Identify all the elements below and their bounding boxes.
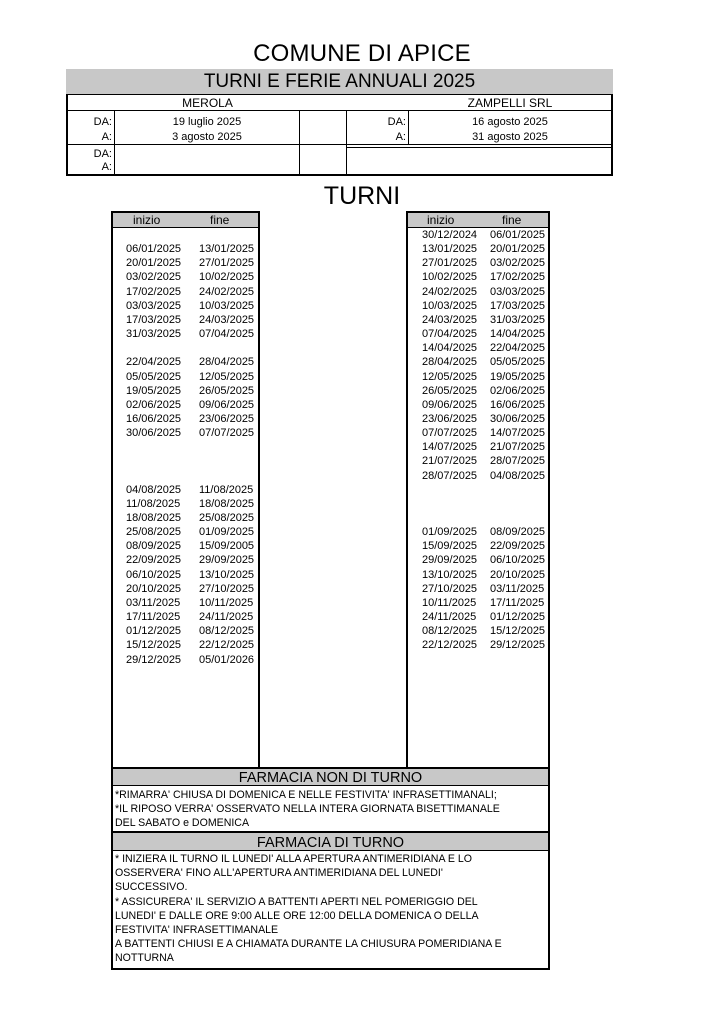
table-row [408, 483, 548, 497]
note-line: DEL SABATO e DOMENICA [115, 817, 250, 830]
inizio-date: 16/06/2025 [126, 412, 182, 425]
inizio-date: 24/03/2025 [422, 313, 478, 326]
table-row [113, 483, 253, 497]
table-row [408, 596, 548, 610]
fine-date: 02/06/2025 [490, 384, 546, 397]
inizio-date: 12/05/2025 [422, 370, 478, 383]
table-row [408, 525, 548, 539]
fine-date: 25/08/2025 [199, 512, 255, 524]
inizio-date: 11/08/2025 [126, 497, 181, 510]
fine-date: 09/06/2025 [199, 398, 255, 411]
note-line: NOTTURNA [115, 952, 174, 965]
note-line: FESTIVITA' INFRASETTIMANALE [115, 924, 279, 937]
fine-date: 06/10/2025 [490, 554, 546, 567]
inizio-date: 20/01/2025 [126, 257, 182, 270]
a-label: A: [395, 131, 406, 143]
inizio-date: 14/07/2025 [422, 441, 478, 454]
fine-date: 04/08/2025 [490, 469, 546, 482]
inizio-date: 13/10/2025 [422, 568, 478, 581]
inizio-date: 01/09/2025 [422, 526, 478, 539]
inizio-date: 10/02/2025 [422, 271, 478, 284]
table-row [113, 355, 253, 369]
fine-date: 28/04/2025 [199, 356, 255, 369]
table-row [113, 469, 253, 483]
fine-date: 03/11/2025 [490, 582, 545, 595]
divider [347, 147, 612, 148]
table-row [113, 525, 253, 539]
table-row [113, 539, 253, 553]
inizio-date: 22/04/2025 [126, 356, 182, 369]
table-row [408, 426, 548, 440]
table-row [408, 568, 548, 582]
fine-date: 10/03/2025 [199, 299, 255, 312]
note-line: A BATTENTI CHIUSI E A CHIAMATA DURANTE LA CHIUSURA POMERIDIANA E [115, 938, 502, 951]
pharmacy-name-merola: MEROLA [182, 96, 233, 110]
inizio-date: 04/08/2025 [126, 483, 182, 496]
turni-heading: TURNI [323, 182, 401, 210]
column-header [408, 213, 548, 228]
inizio-date: 24/02/2025 [422, 285, 478, 298]
table-row [408, 469, 548, 483]
inizio-date: 10/11/2025 [422, 596, 477, 609]
inizio-date: 21/07/2025 [422, 455, 478, 468]
fine-date: 20/01/2025 [490, 243, 546, 256]
inizio-date: 22/09/2025 [126, 554, 182, 567]
table-row [408, 327, 548, 341]
fine-date: 01/12/2025 [490, 611, 546, 624]
da-label: DA: [387, 116, 406, 128]
divider [299, 111, 300, 175]
divider [114, 111, 115, 175]
fine-date: 22/04/2025 [490, 342, 546, 355]
table-row [408, 270, 548, 284]
a-label: A: [101, 131, 112, 143]
inizio-date: 24/11/2025 [422, 611, 477, 624]
inizio-date: 19/05/2025 [126, 384, 182, 397]
divider [111, 211, 113, 770]
table-row [408, 299, 548, 313]
fine-date: 29/09/2025 [199, 554, 255, 567]
inizio-date: 25/08/2025 [126, 526, 182, 539]
table-row [408, 313, 548, 327]
table-row [408, 511, 548, 525]
inizio-date: 29/12/2025 [126, 653, 182, 666]
table-row [408, 638, 548, 652]
inizio-date: 09/06/2025 [422, 398, 478, 411]
page-title: COMUNE DI APICE [253, 40, 471, 67]
fine-date: 24/11/2025 [199, 611, 254, 624]
table-row [408, 398, 548, 412]
note-line: *IL RIPOSO VERRA' OSSERVATO NELLA INTERA GIORNATA BISETTIMANALE [115, 803, 500, 816]
table-row [113, 285, 253, 299]
fine-date: 21/07/2025 [490, 441, 546, 454]
table-row [408, 370, 548, 384]
table-row [113, 270, 253, 284]
table-row [113, 610, 253, 624]
table-row [113, 568, 253, 582]
fine-date: 20/10/2025 [490, 568, 546, 581]
inizio-date: 10/03/2025 [422, 299, 478, 312]
divider [67, 110, 612, 111]
section-heading-di-turno: FARMACIA DI TURNO [113, 831, 548, 851]
table-row [113, 341, 253, 355]
table-row [408, 285, 548, 299]
fine-date: 24/02/2025 [199, 285, 255, 298]
table-row [408, 497, 548, 511]
table-row [408, 582, 548, 596]
table-row [408, 610, 548, 624]
fine-date: 10/02/2025 [199, 271, 255, 284]
inizio-date: 02/06/2025 [126, 398, 182, 411]
fine-date: 08/09/2025 [490, 526, 546, 539]
table-row [408, 228, 548, 242]
notes-non-di-turno [113, 788, 548, 831]
pharmacy-name-zampelli: ZAMPELLI SRL [467, 96, 553, 110]
fine-date: 03/03/2025 [490, 285, 546, 298]
da-label: DA: [93, 148, 112, 160]
inizio-date: 03/11/2025 [126, 596, 181, 609]
inizio-date: 06/10/2025 [126, 568, 182, 581]
table-row [113, 426, 253, 440]
fine-date: 17/03/2025 [490, 299, 546, 312]
inizio-date: 08/09/2025 [126, 540, 182, 553]
note-line: *RIMARRA' CHIUSA DI DOMENICA E NELLE FESTIVITA' INFRASETTIMANALI; [115, 789, 497, 801]
note-line: * INIZIERA IL TURNO IL LUNEDI' ALLA APERTURA ANTIMERIDIANA E LO [115, 853, 473, 865]
note-line: OSSERVERA' FINO ALL'APERTURA ANTIMERIDIANA DEL LUNEDI' [115, 867, 443, 880]
inizio-date: 18/08/2025 [126, 512, 182, 524]
inizio-date: 22/12/2025 [422, 639, 478, 652]
divider [346, 111, 347, 175]
table-row [113, 511, 253, 525]
inizio-date: 17/03/2025 [126, 313, 182, 326]
table-row [113, 242, 253, 256]
inizio-date: 07/07/2025 [422, 427, 478, 440]
table-row [113, 384, 253, 398]
table-row [408, 341, 548, 355]
fine-date: 30/06/2025 [490, 412, 546, 425]
inizio-date: 14/04/2025 [422, 342, 478, 355]
fine-date: 06/01/2025 [490, 229, 546, 241]
table-row [113, 299, 253, 313]
fine-date: 14/07/2025 [490, 427, 546, 440]
table-row [408, 384, 548, 398]
fine-date: 31/03/2025 [490, 313, 546, 326]
table-row [113, 440, 253, 454]
inizio-date: 30/06/2025 [126, 427, 182, 440]
fine-date: 13/01/2025 [199, 243, 255, 256]
table-row [408, 553, 548, 567]
inizio-date: 27/01/2025 [422, 257, 478, 270]
inizio-date: 31/03/2025 [126, 328, 182, 341]
inizio-date: 15/12/2025 [126, 639, 182, 652]
fine-date: 19/05/2025 [490, 370, 546, 383]
fine-date: 22/12/2025 [199, 639, 255, 652]
note-line: LUNEDI' E DALLE ORE 9:00 ALLE ORE 12:00 DELLA DOMENICA O DELLA [115, 909, 479, 922]
fine-date: 13/10/2025 [199, 568, 255, 581]
inizio-date: 07/04/2025 [422, 328, 478, 341]
fine-date: 17/02/2025 [490, 271, 546, 284]
inizio-date: 20/10/2025 [126, 582, 182, 595]
inizio-date: 01/12/2025 [126, 625, 182, 638]
fine-date: 14/04/2025 [490, 328, 546, 341]
inizio-date: 17/02/2025 [126, 285, 182, 298]
header-fine: fine [502, 213, 522, 227]
fine-date: 15/09/2005 [199, 540, 255, 553]
table-row [113, 256, 253, 270]
note-line: SUCCESSIVO. [115, 881, 188, 894]
inizio-date: 06/01/2025 [126, 243, 182, 256]
table-row [408, 440, 548, 454]
table-row [408, 539, 548, 553]
header-fine: fine [210, 213, 230, 227]
table-row [408, 454, 548, 468]
fine-date: 23/06/2025 [199, 412, 255, 425]
section-heading-non-di-turno: FARMACIA NON DI TURNO [113, 768, 548, 786]
table-row [113, 454, 253, 468]
fine-date: 05/01/2026 [199, 653, 255, 666]
notes-di-turno [113, 852, 548, 966]
table-row [113, 596, 253, 610]
fine-date: 01/09/2025 [199, 526, 255, 539]
fine-date: 03/02/2025 [490, 257, 546, 270]
fine-date: 27/01/2025 [199, 257, 255, 270]
table-row [113, 370, 253, 384]
inizio-date: 27/10/2025 [422, 582, 478, 595]
merola-ferie-a: 3 agosto 2025 [172, 131, 242, 143]
fine-date: 22/09/2025 [490, 540, 546, 553]
fine-date: 29/12/2025 [490, 639, 546, 652]
fine-date: 27/10/2025 [199, 582, 255, 595]
fine-date: 28/07/2025 [490, 455, 546, 468]
table-row [113, 582, 253, 596]
a-label: A: [101, 161, 112, 173]
table-row [408, 242, 548, 256]
inizio-date: 28/07/2025 [422, 469, 478, 482]
inizio-date: 13/01/2025 [422, 243, 478, 256]
note-line: * ASSICURERA' IL SERVIZIO A BATTENTI APERTI NEL POMERIGGIO DEL [115, 895, 478, 908]
table-row [408, 624, 548, 638]
fine-date: 15/12/2025 [490, 625, 546, 638]
inizio-date: 23/06/2025 [422, 412, 478, 425]
fine-date: 05/05/2025 [490, 356, 546, 369]
table-row [113, 398, 253, 412]
ferie-table-title: TURNI E FERIE ANNUALI 2025 [66, 69, 613, 95]
inizio-date: 05/05/2025 [126, 370, 182, 383]
da-label: DA: [93, 116, 112, 128]
merola-ferie-da: 19 luglio 2025 [172, 116, 242, 128]
inizio-date: 15/09/2025 [422, 540, 478, 553]
inizio-date: 26/05/2025 [422, 384, 478, 397]
zampelli-ferie-da: 16 agosto 2025 [472, 116, 548, 128]
table-row [113, 313, 253, 327]
table-row [113, 653, 253, 667]
table-row [113, 228, 253, 242]
table-row [113, 327, 253, 341]
table-row [408, 412, 548, 426]
header-inizio: inizio [427, 213, 455, 227]
inizio-date: 29/09/2025 [422, 554, 478, 567]
table-row [113, 553, 253, 567]
divider [408, 111, 409, 145]
table-row [408, 256, 548, 270]
table-row [408, 355, 548, 369]
inizio-date: 17/11/2025 [126, 611, 181, 624]
fine-date: 16/06/2025 [490, 398, 546, 411]
header-inizio: inizio [133, 213, 161, 227]
fine-date: 24/03/2025 [199, 313, 255, 326]
fine-date: 17/11/2025 [490, 596, 545, 609]
fine-date: 08/12/2025 [199, 625, 255, 638]
fine-date: 26/05/2025 [199, 384, 255, 397]
fine-date: 10/11/2025 [199, 596, 254, 609]
inizio-date: 03/03/2025 [126, 299, 182, 312]
inizio-date: 03/02/2025 [126, 271, 182, 284]
inizio-date: 30/12/2024 [422, 229, 478, 241]
inizio-date: 08/12/2025 [422, 625, 478, 638]
fine-date: 11/08/2025 [199, 483, 254, 496]
table-row [113, 638, 253, 652]
divider [67, 144, 612, 145]
fine-date: 18/08/2025 [199, 497, 255, 510]
table-row [113, 412, 253, 426]
inizio-date: 28/04/2025 [422, 356, 478, 369]
fine-date: 07/07/2025 [199, 427, 255, 440]
zampelli-ferie-a: 31 agosto 2025 [472, 131, 548, 143]
fine-date: 12/05/2025 [199, 370, 255, 383]
table-row [113, 624, 253, 638]
table-row [113, 497, 253, 511]
column-header [113, 213, 258, 228]
fine-date: 07/04/2025 [199, 328, 255, 341]
